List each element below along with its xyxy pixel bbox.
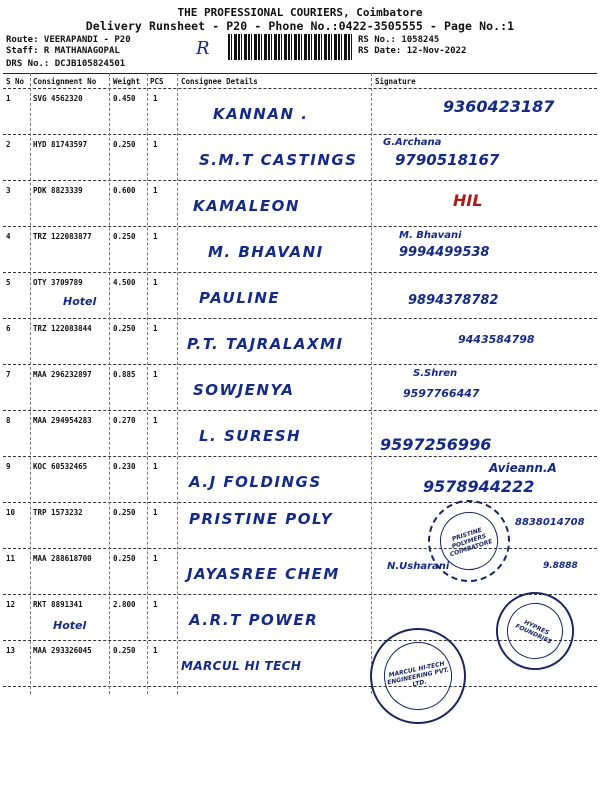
col-details: Consignee Details [181,77,258,86]
row-sno: 2 [6,140,11,149]
row-weight: 0.230 [113,462,136,471]
column-divider [177,73,178,694]
row-sign: G.Archana [383,137,442,148]
pristine-stamp-inner [432,504,505,577]
row-sign: Avieann.A [489,461,557,475]
rs-no-label: RS No.: 1058245 [358,35,440,45]
hypres-stamp-text: HYPRES FOUNDRIES [514,618,553,646]
row-sno: 10 [6,508,16,517]
col-pcs: PCS [150,77,164,86]
row-consignee: L. SURESH [199,427,302,445]
row-weight: 0.250 [113,324,136,333]
row-pcs: 1 [153,416,158,425]
row-phone: 9894378782 [408,293,499,308]
row-phone: 9597256996 [380,435,492,454]
rs-date-label: RS Date: 12-Nov-2022 [358,46,467,56]
row-sno: 7 [6,370,11,379]
row-consignee: JAYASREE CHEM [187,565,340,583]
col-weight: Weight [113,77,141,86]
barcode [228,34,352,60]
row-consignment: HYD 81743597 [33,140,88,149]
row-consignment: TRP 1573232 [33,508,83,517]
initials-scribble: R [196,38,210,59]
margin-note: Hotel [53,619,87,632]
delivery-table [3,73,597,687]
row-consignment: SVG 4562320 [33,94,83,103]
row-pcs: 1 [153,232,158,241]
column-divider [147,73,148,694]
row-weight: 0.600 [113,186,136,195]
row-phone: 9443584798 [458,333,535,346]
table-row [3,227,597,273]
staff-label: Staff: R MATHANAGOPAL [6,46,120,56]
table-row [3,411,597,457]
row-weight: 0.250 [113,646,136,655]
table-row [3,319,597,365]
pristine-stamp-text: PRISTINE POLYMERS COIMBATORE [449,526,494,558]
column-divider [30,73,31,694]
row-phone: 8838014708 [515,517,585,528]
row-pcs: 1 [153,278,158,287]
row-pcs: 1 [153,324,158,333]
row-sno: 4 [6,232,11,241]
row-consignee: A.R.T POWER [189,611,319,629]
row-pcs: 1 [153,94,158,103]
table-row [3,181,597,227]
row-sno: 8 [6,416,11,425]
row-sign: N.Usharani [387,561,450,572]
row-phone: 9790518167 [395,151,500,169]
row-weight: 4.500 [113,278,136,287]
row-consignment: KOC 60532465 [33,462,88,471]
row-consignee: A.J FOLDINGS [189,473,322,491]
row-sno: 1 [6,94,11,103]
hypres-stamp-inner [498,594,572,668]
row-sno: 11 [6,554,16,563]
row-phone: 9597766447 [403,387,480,400]
row-consignment: TRZ 122083844 [33,324,92,333]
row-pcs: 1 [153,462,158,471]
row-consignee: S.M.T CASTINGS [199,151,358,169]
col-consignment: Consignment No [33,77,97,86]
row-weight: 0.450 [113,94,136,103]
col-signature: Signature [375,77,416,86]
row-consignee: SOWJENYA [193,381,295,399]
table-row [3,135,597,181]
table-row [3,89,597,135]
row-pcs: 1 [153,554,158,563]
row-sno: 6 [6,324,11,333]
row-sno: 13 [6,646,16,655]
row-sno: 9 [6,462,11,471]
row-consignment: TRZ 122083877 [33,232,92,241]
drs-label: DRS No.: DCJB105824501 [6,59,126,69]
row-sno: 5 [6,278,11,287]
table-header [3,73,597,89]
row-weight: 0.250 [113,508,136,517]
row-pcs: 1 [153,186,158,195]
row-consignee: M. BHAVANI [208,243,324,261]
row-consignee: MARCUL HI TECH [181,659,302,673]
col-sno: S No [6,77,25,86]
row-phone: 9.8888 [543,561,578,571]
row-sno: 3 [6,186,11,195]
row-weight: 0.885 [113,370,136,379]
row-weight: 0.250 [113,232,136,241]
table-row [3,273,597,319]
row-sno: 12 [6,600,16,609]
marcul-stamp-text: MARCUL HI-TECH ENGINEERING PVT. LTD. [386,659,450,688]
row-sign: HIL [453,191,483,210]
column-divider [109,73,110,694]
row-phone: 9578944222 [423,477,535,496]
row-consignment: RKT 8891341 [33,600,83,609]
row-pcs: 1 [153,646,158,655]
route-label: Route: VEERAPANDI - P20 [6,35,131,45]
row-consignment: MAA 296232897 [33,370,92,379]
row-phone: 9994499538 [399,245,490,260]
row-weight: 0.250 [113,140,136,149]
table-row [3,365,597,411]
row-consignee: KANNAN . [213,105,309,123]
row-pcs: 1 [153,508,158,517]
runsheet-subtitle: Delivery Runsheet - P20 - Phone No.:0422-3505555 - Page No.:1 [85,19,515,33]
row-pcs: 1 [153,600,158,609]
table-row [3,549,597,595]
row-consignment: MAA 294954283 [33,416,92,425]
margin-note: Hotel [63,295,97,308]
row-consignee: KAMALEON [193,197,300,215]
row-consignee: PAULINE [199,289,281,307]
page-title: THE PROFESSIONAL COURIERS, Coimbatore [177,6,423,19]
row-pcs: 1 [153,140,158,149]
row-phone: 9360423187 [443,97,555,116]
row-weight: 2.800 [113,600,136,609]
row-consignee: P.T. TAJRALAXMI [187,335,344,353]
row-weight: 0.250 [113,554,136,563]
row-weight: 0.270 [113,416,136,425]
row-sign: S.Shren [413,368,458,379]
row-pcs: 1 [153,370,158,379]
column-divider [371,73,372,694]
row-consignment: PDK 8823339 [33,186,83,195]
row-sign: M. Bhavani [399,230,462,241]
row-consignee: PRISTINE POLY [189,510,334,528]
row-consignment: MAA 288618700 [33,554,92,563]
marcul-stamp-inner [378,636,459,717]
table-row [3,457,597,503]
row-consignment: OTY 3709789 [33,278,83,287]
row-consignment: MAA 293326045 [33,646,92,655]
